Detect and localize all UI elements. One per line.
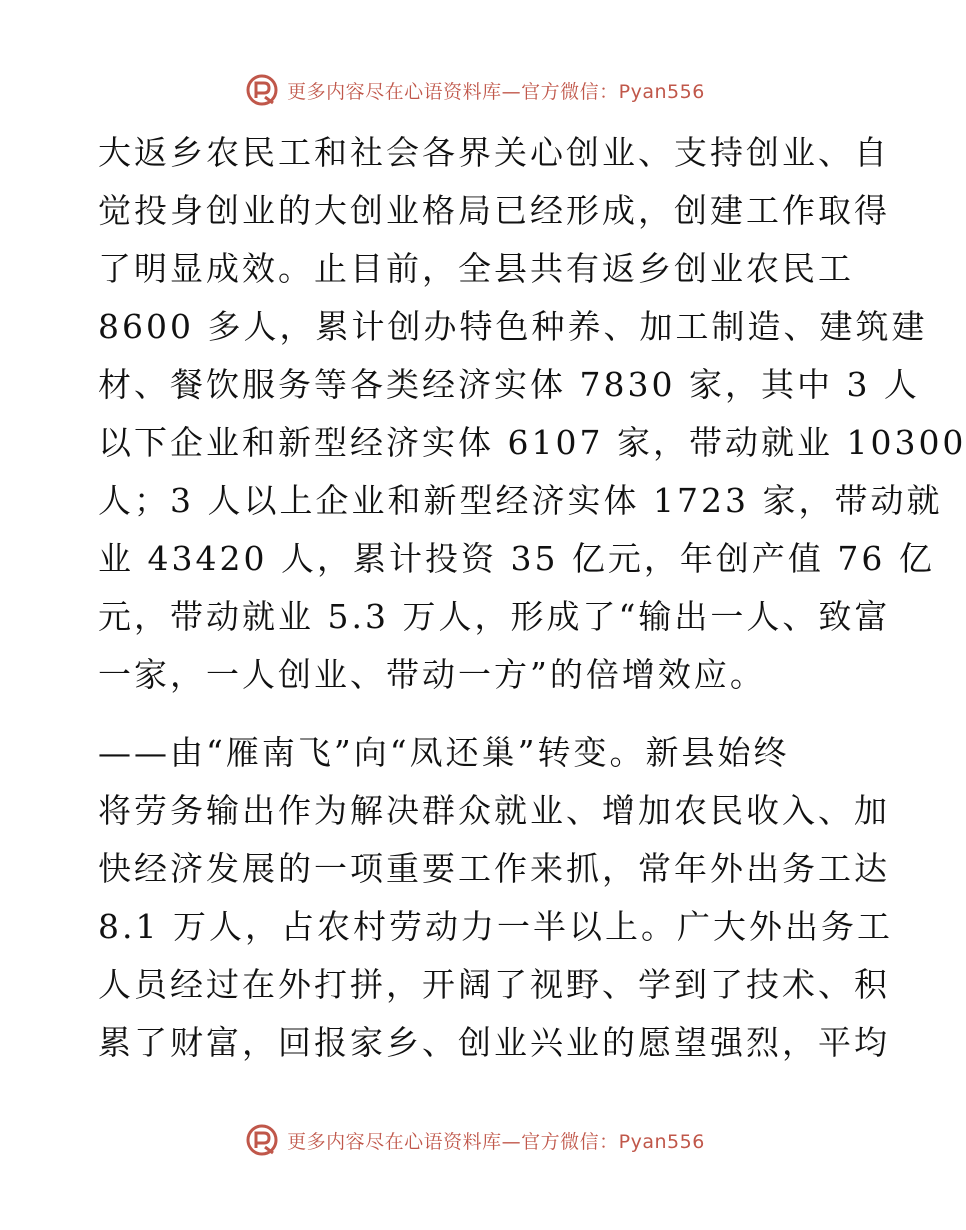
text-line: 一家，一人创业、带动一方”的倍增效应。 [98, 655, 766, 694]
text-line: 人员经过在外打拼，开阔了视野、学到了技术、积 [98, 965, 890, 1004]
footer-banner [0, 1120, 950, 1160]
paragraph-gap [98, 704, 858, 724]
text-line: 累了财富，回报家乡、创业兴业的愿望强烈，平均 [98, 1023, 890, 1062]
text-line: 了明显成效。止目前，全县共有返乡创业农民工 [98, 249, 854, 288]
text-line: 8600 多人，累计创办特色种养、加工制造、建筑建 [98, 307, 928, 346]
text-line: ——由“雁南飞”向“凤还巢”转变。新县始终 [98, 733, 790, 772]
text-line: 元，带动就业 5.3 万人，形成了“输出一人、致富 [98, 597, 891, 636]
text-line: 8.1 万人，占农村劳动力一半以上。广大外出务工 [98, 907, 893, 946]
document-body [98, 124, 966, 1072]
header-banner [0, 70, 950, 110]
text-line: 材、餐饮服务等各类经济实体 7830 家，其中 3 人 [98, 365, 920, 404]
banner-text: 更多内容尽在心语资料库—官方微信：Pyan556 [287, 1130, 705, 1153]
logo-icon [245, 1123, 279, 1157]
logo-icon [245, 73, 279, 107]
paragraph-1 [98, 124, 966, 704]
text-line: 人；3 人以上企业和新型经济实体 1723 家，带动就 [98, 481, 943, 520]
text-line: 觉投身创业的大创业格局已经形成，创建工作取得 [98, 191, 890, 230]
text-line: 以下企业和新型经济实体 6107 家，带动就业 10300 [98, 423, 966, 462]
text-line: 快经济发展的一项重要工作来抓，常年外出务工达 [98, 849, 890, 888]
text-line: 将劳务输出作为解决群众就业、增加农民收入、加 [98, 791, 890, 830]
paragraph-2 [98, 724, 893, 1072]
text-line: 业 43420 人，累计投资 35 亿元，年创产值 76 亿 [98, 539, 935, 578]
banner-text: 更多内容尽在心语资料库—官方微信：Pyan556 [287, 80, 705, 103]
text-line: 大返乡农民工和社会各界关心创业、支持创业、自 [98, 133, 890, 172]
